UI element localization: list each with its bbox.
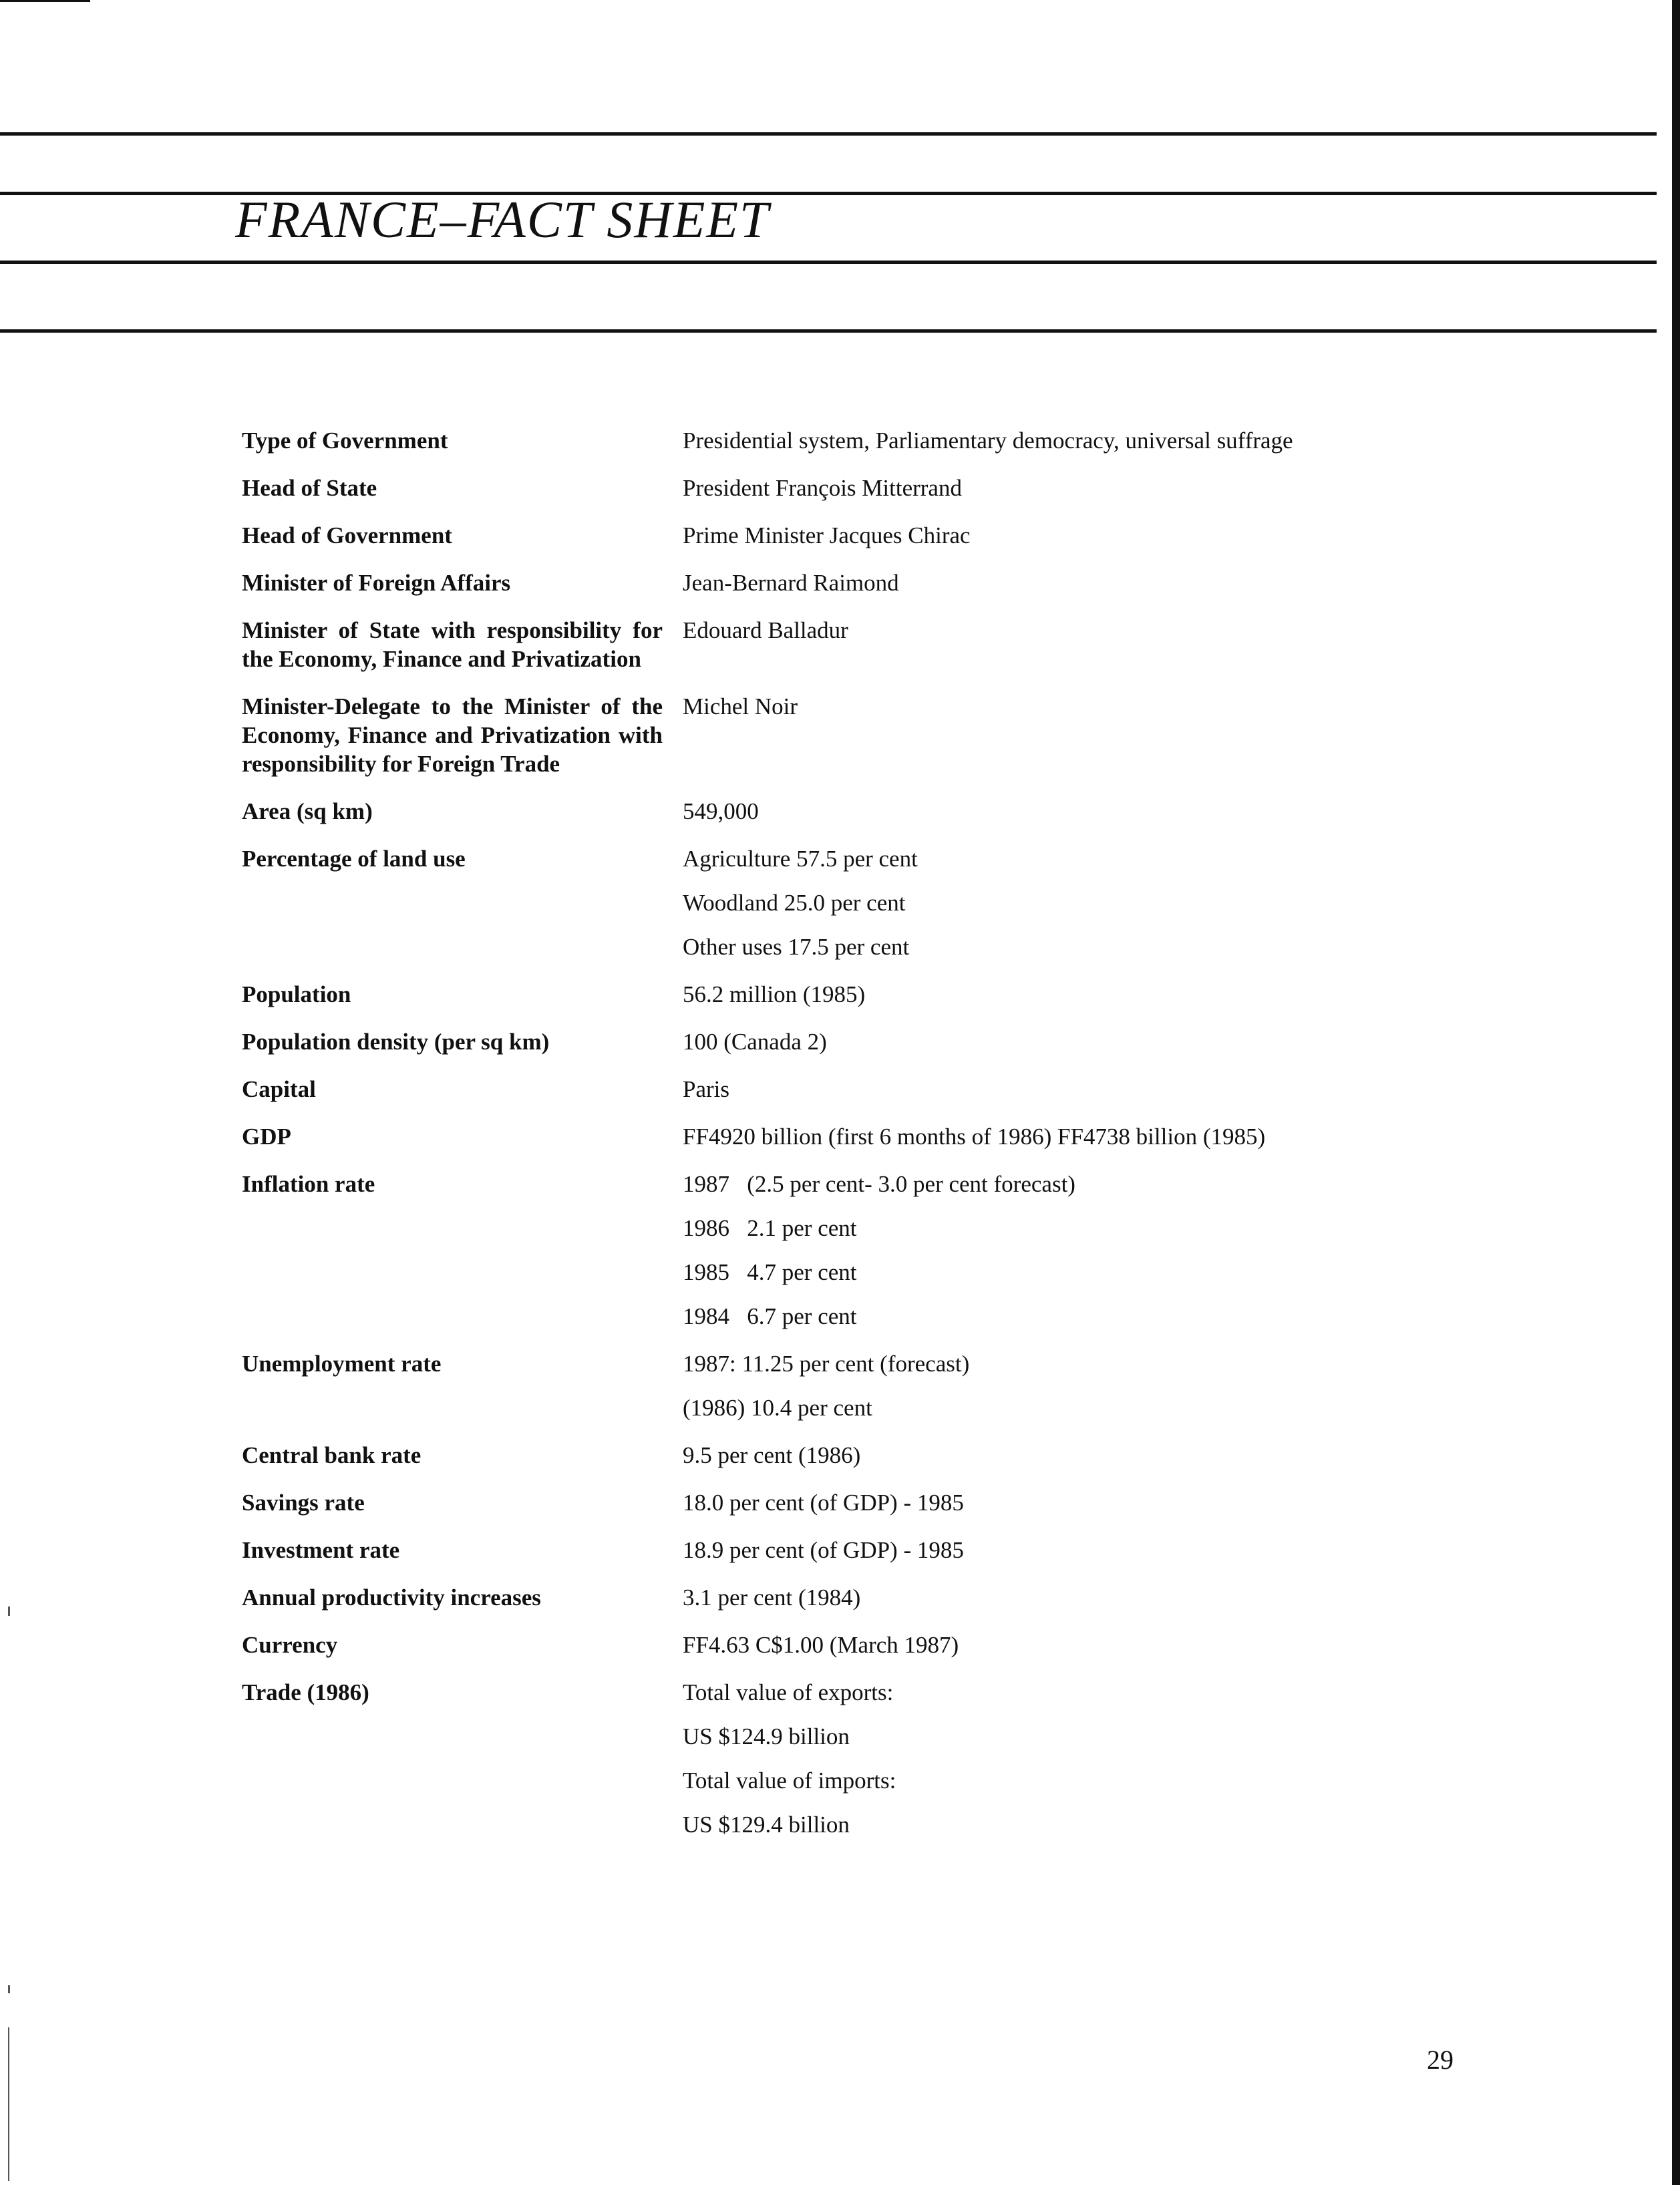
- fact-values: [683, 616, 1377, 645]
- fact-values: [683, 1631, 1377, 1659]
- fact-value: 18.0 per cent (of GDP) - 1985: [683, 1490, 964, 1516]
- page-number: 29: [1427, 2045, 1454, 2075]
- fact-row: [242, 1583, 1377, 1612]
- fact-values: [683, 568, 1377, 597]
- fact-row: [242, 844, 1377, 961]
- fact-value: FF4920 billion (first 6 months of 1986) FF4738 billion (1985): [683, 1124, 1266, 1150]
- header-rule-3: [0, 261, 1657, 264]
- fact-row: [242, 521, 1377, 550]
- fact-values: [683, 1678, 1377, 1839]
- fact-label: Trade (1986): [242, 1679, 369, 1705]
- fact-values: [683, 1441, 1377, 1470]
- fact-values: [683, 1075, 1377, 1104]
- fact-label: Currency: [242, 1632, 338, 1658]
- fact-label: Type of Government: [242, 428, 448, 454]
- fact-value: 1985 4.7 per cent: [683, 1259, 857, 1285]
- fact-value: Agriculture 57.5 per cent: [683, 846, 918, 872]
- fact-values: [683, 797, 1377, 826]
- fact-row: [242, 568, 1377, 597]
- header-rule-1: [0, 132, 1657, 136]
- fact-label: Population: [242, 981, 351, 1007]
- fact-value: Jean-Bernard Raimond: [683, 570, 899, 596]
- fact-table: [242, 426, 1377, 1858]
- fact-values: [683, 692, 1377, 721]
- fact-values: [683, 1488, 1377, 1517]
- fact-label: Investment rate: [242, 1537, 400, 1563]
- fact-row: [242, 1678, 1377, 1839]
- top-edge-rule: [0, 0, 90, 2]
- fact-values: [683, 1027, 1377, 1056]
- fact-values: [683, 980, 1377, 1009]
- fact-value: 3.1 per cent (1984): [683, 1584, 861, 1611]
- fact-value: 56.2 million (1985): [683, 981, 866, 1007]
- fact-value: Total value of exports:: [683, 1679, 894, 1705]
- fact-row: [242, 1536, 1377, 1564]
- fact-value: 100 (Canada 2): [683, 1029, 827, 1055]
- fact-label: Capital: [242, 1076, 316, 1102]
- fact-values: [683, 1122, 1377, 1151]
- fact-values: [683, 474, 1377, 502]
- fact-label: Percentage of land use: [242, 846, 466, 872]
- fact-values: [683, 844, 1377, 961]
- fact-value: Paris: [683, 1076, 729, 1102]
- fact-value: Edouard Balladur: [683, 617, 848, 643]
- fact-label: Central bank rate: [242, 1442, 422, 1468]
- fact-value: (1986) 10.4 per cent: [683, 1395, 872, 1421]
- fact-row: [242, 692, 1377, 778]
- fact-value: Presidential system, Parliamentary democracy, universal suffrage: [683, 428, 1293, 454]
- margin-mark: [8, 1985, 10, 1993]
- fact-label: Population density (per sq km): [242, 1029, 550, 1055]
- fact-label: Minister of Foreign Affairs: [242, 570, 511, 596]
- fact-values: [683, 1536, 1377, 1564]
- fact-label: GDP: [242, 1124, 291, 1150]
- page-right-edge: [1672, 0, 1680, 2185]
- fact-value: President François Mitterrand: [683, 475, 962, 501]
- fact-values: [683, 1349, 1377, 1422]
- fact-label: Inflation rate: [242, 1171, 375, 1197]
- fact-row: [242, 426, 1377, 455]
- fact-label: Savings rate: [242, 1490, 365, 1516]
- fact-values: [683, 1583, 1377, 1612]
- fact-value: Woodland 25.0 per cent: [683, 890, 906, 916]
- fact-value: 18.9 per cent (of GDP) - 1985: [683, 1537, 964, 1563]
- fact-row: [242, 1631, 1377, 1659]
- fact-label: Minister of State with responsibility for the Economy, Finance and Privatization: [242, 617, 663, 672]
- fact-value: Prime Minister Jacques Chirac: [683, 522, 971, 548]
- fact-value: Michel Noir: [683, 693, 798, 719]
- fact-value: 1986 2.1 per cent: [683, 1215, 857, 1241]
- fact-row: [242, 616, 1377, 673]
- page-title: FRANCE–FACT SHEET: [235, 190, 770, 248]
- fact-row: [242, 1027, 1377, 1056]
- fact-value: 9.5 per cent (1986): [683, 1442, 861, 1468]
- fact-values: [683, 426, 1377, 455]
- header-rule-4: [0, 329, 1657, 333]
- fact-value: 1987 (2.5 per cent- 3.0 per cent forecast): [683, 1171, 1075, 1197]
- fact-row: [242, 1170, 1377, 1331]
- fact-row: [242, 1075, 1377, 1104]
- fact-row: [242, 1488, 1377, 1517]
- fact-row: [242, 1122, 1377, 1151]
- fact-value: 549,000: [683, 798, 759, 824]
- fact-value: Total value of imports:: [683, 1768, 896, 1794]
- margin-mark: [8, 1607, 10, 1616]
- fact-label: Unemployment rate: [242, 1351, 442, 1377]
- fact-value: Other uses 17.5 per cent: [683, 934, 910, 960]
- fact-label: Head of State: [242, 475, 377, 501]
- fact-row: [242, 1349, 1377, 1422]
- fact-value: US $124.9 billion: [683, 1723, 850, 1749]
- fact-value: 1984 6.7 per cent: [683, 1303, 857, 1329]
- fact-row: [242, 474, 1377, 502]
- fact-value: 1987: 11.25 per cent (forecast): [683, 1351, 970, 1377]
- fact-label: Area (sq km): [242, 798, 373, 824]
- fact-label: Annual productivity increases: [242, 1584, 541, 1611]
- fact-value: US $129.4 billion: [683, 1812, 850, 1838]
- fact-row: [242, 980, 1377, 1009]
- fact-row: [242, 1441, 1377, 1470]
- margin-mark: [8, 2027, 9, 2181]
- fact-values: [683, 1170, 1377, 1331]
- fact-label: Minister-Delegate to the Minister of the Economy, Finance and Privatization with responsibility for Foreign Trade: [242, 693, 663, 777]
- fact-row: [242, 797, 1377, 826]
- fact-value: FF4.63 C$1.00 (March 1987): [683, 1632, 959, 1658]
- fact-values: [683, 521, 1377, 550]
- fact-label: Head of Government: [242, 522, 452, 548]
